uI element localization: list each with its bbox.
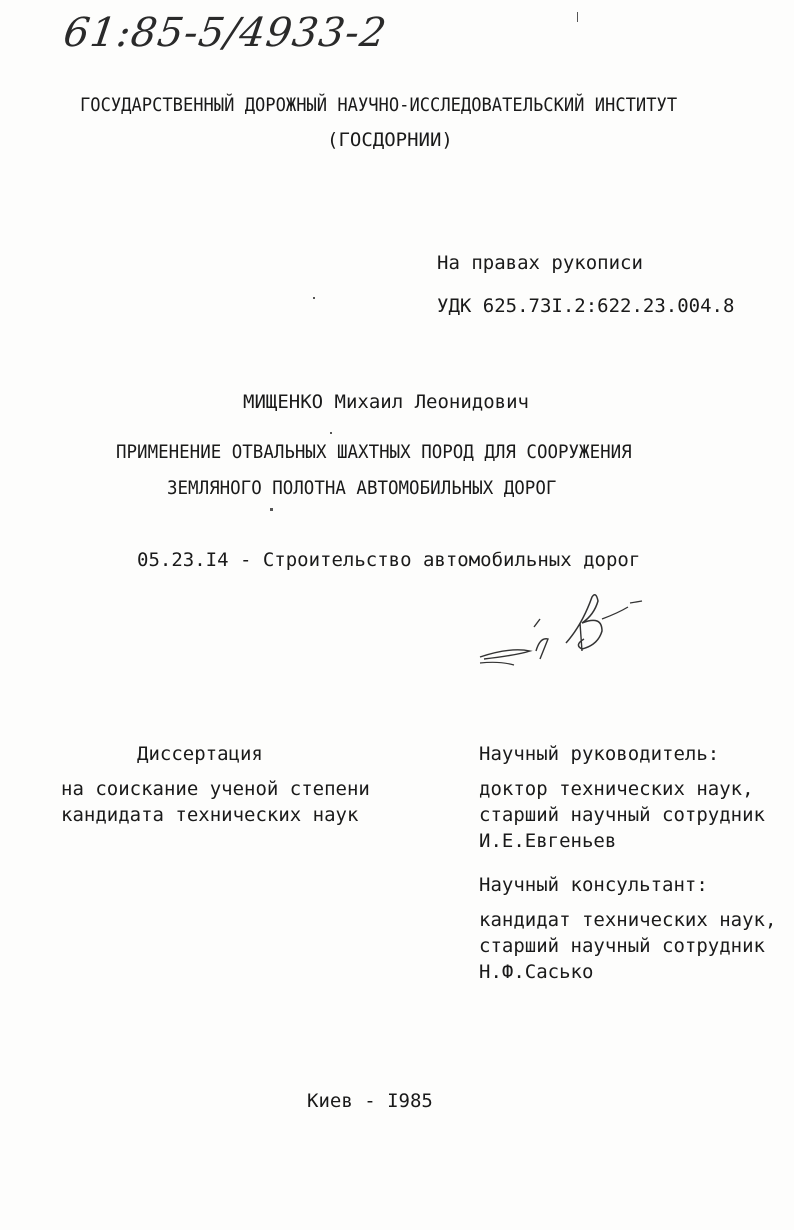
title-line-1-wrap: [116, 443, 677, 462]
consultant-degree: кандидат технических наук,: [479, 909, 777, 931]
scan-mark: [270, 508, 273, 511]
supervisor-degree: доктор технических наук,: [479, 778, 754, 800]
supervisor-label: Научный руководитель:: [479, 743, 720, 765]
dissertation-line-1: на соискание ученой степени: [61, 778, 370, 800]
consultant-position: старший научный сотрудник: [479, 935, 765, 957]
author-name: МИЩЕНКО Михаил Леонидович: [243, 391, 529, 413]
title-line-2-wrap: [167, 479, 590, 498]
udc-code: УДК 625.73I.2:622.23.004.8: [437, 295, 735, 317]
dissertation-line-2: кандидата технических наук: [61, 804, 359, 826]
institution-name-wrap: [80, 96, 743, 115]
consultant-label: Научный консультант:: [479, 874, 708, 896]
title-line-2: ЗЕМЛЯНОГО ПОЛОТНА АВТОМОБИЛЬНЫХ ДОРОГ: [167, 477, 557, 499]
institution-name: ГОСУДАРСТВЕННЫЙ ДОРОЖНЫЙ НАУЧНО-ИССЛЕДОВАТЕЛЬСКИЙ ИНСТИТУТ: [80, 94, 678, 116]
supervisor-name: И.Е.Евгеньев: [479, 830, 617, 852]
specialty-code: 05.23.I4 - Строительство автомобильных дорог: [137, 549, 641, 571]
scan-mark: [330, 432, 332, 434]
scan-mark: [313, 297, 315, 299]
manuscript-note: На правах рукописи: [437, 252, 643, 274]
supervisor-position: старший научный сотрудник: [479, 804, 765, 826]
archive-number-handwritten: 61:85-5/4933-2: [60, 10, 390, 56]
institution-abbreviation: (ГОСДОРНИИ): [327, 129, 453, 151]
scan-mark: [577, 12, 578, 22]
signature: [470, 585, 660, 675]
consultant-name: Н.Ф.Сасько: [479, 961, 594, 983]
place-year: Киев - I985: [307, 1090, 433, 1112]
dissertation-label: Диссертация: [137, 743, 263, 765]
title-line-1: ПРИМЕНЕНИЕ ОТВАЛЬНЫХ ШАХТНЫХ ПОРОД ДЛЯ СООРУЖЕНИЯ: [116, 441, 632, 463]
